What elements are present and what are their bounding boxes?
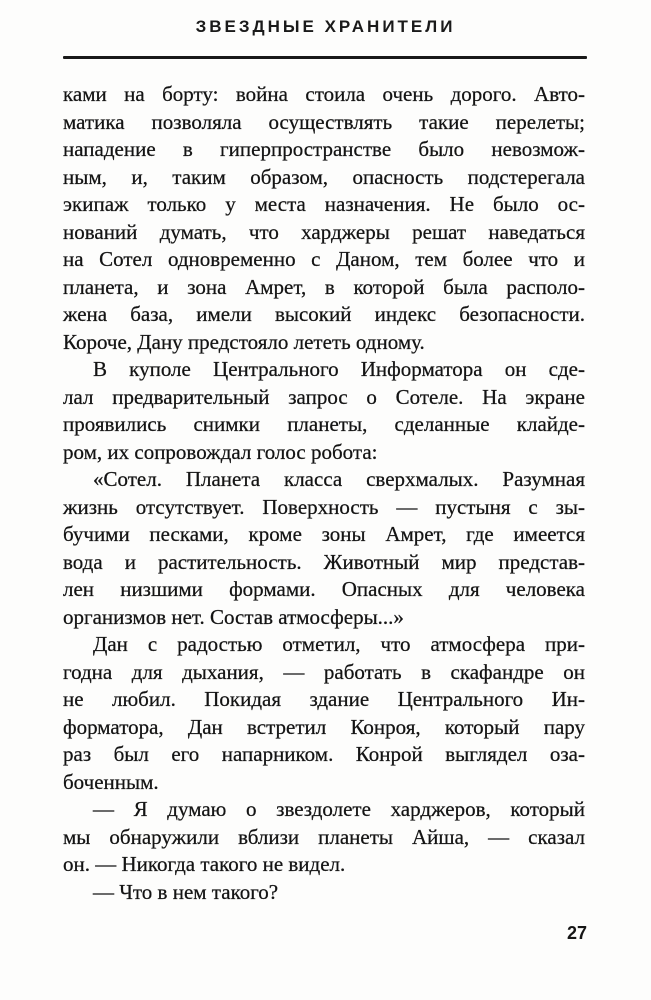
text-line: не любил. Покидая здание Центрального Ин- (63, 687, 585, 711)
text-line: ным, и, таким образом, опасность подстерегала (63, 164, 585, 189)
text-line: на Сотел одновременно с Даном, тем более что и (63, 247, 585, 271)
text-line: мы обнаружили вблизи планеты Айша, — сказал (63, 824, 585, 849)
text-line: организмов нет. Состав атмосферы...» (63, 604, 404, 629)
text-line: вода и растительность. Животный мир представ- (63, 549, 585, 574)
text-line: проявились снимки планеты, сделанные клайде- (63, 412, 585, 436)
text-line: — Я думаю о звездолете харджеров, который (93, 797, 585, 821)
paragraph (63, 879, 585, 907)
text-line: — Что в нем такого? (93, 879, 279, 904)
text-line: «Сотел. Планета класса сверхмалых. Разумная (93, 467, 585, 491)
body-text (63, 81, 585, 906)
text-line: ром, их сопровождал голос робота: (63, 439, 378, 464)
paragraph (63, 796, 585, 879)
paragraph (63, 81, 585, 356)
text-line: боченным. (63, 769, 159, 794)
paragraph (63, 466, 585, 631)
text-line: годна для дыхания, — работать в скафандре он (63, 659, 585, 684)
text-line: лен низшими формами. Опасных для человека (63, 577, 585, 601)
text-line: нований думать, что харджеры решат наведаться (63, 219, 585, 244)
text-line: экипаж только у места назначения. Не было ос- (63, 192, 585, 216)
text-line: форматора, Дан встретил Конроя, который пару (63, 714, 585, 739)
paragraph (63, 631, 585, 796)
text-line: Короче, Дану предстояло лететь одному. (63, 329, 425, 354)
text-line: лал предварительный запрос о Сотеле. На экране (63, 384, 585, 409)
text-line: жизнь отсутствует. Поверхность — пустыня с зы- (63, 494, 585, 519)
text-line: жена база, имели высокий индекс безопасности. (63, 302, 585, 326)
text-line: он. — Никогда такого не видел. (63, 852, 346, 876)
text-line: В куполе Центрального Информатора он сде- (93, 357, 585, 381)
text-line: нападение в гиперпространстве было невозмож- (63, 137, 585, 161)
page-number: 27 (566, 923, 587, 943)
text-line: ками на борту: война стоила очень дорого. Авто- (63, 82, 585, 106)
text-line: бучими песками, кроме зоны Амрет, где имеется (63, 522, 585, 546)
header-rule (63, 56, 587, 59)
text-line: Дан с радостью отметил, что атмосфера при- (93, 632, 585, 656)
text-line: раз был его напарником. Конрой выглядел оза- (63, 742, 585, 766)
running-header-title: ЗВЕЗДНЫЕ ХРАНИТЕЛИ (195, 17, 456, 36)
text-line: планета, и зона Амрет, в которой была располо- (63, 274, 585, 299)
paragraph (63, 356, 585, 466)
text-line: матика позволяла осуществлять такие перелеты; (63, 109, 585, 134)
